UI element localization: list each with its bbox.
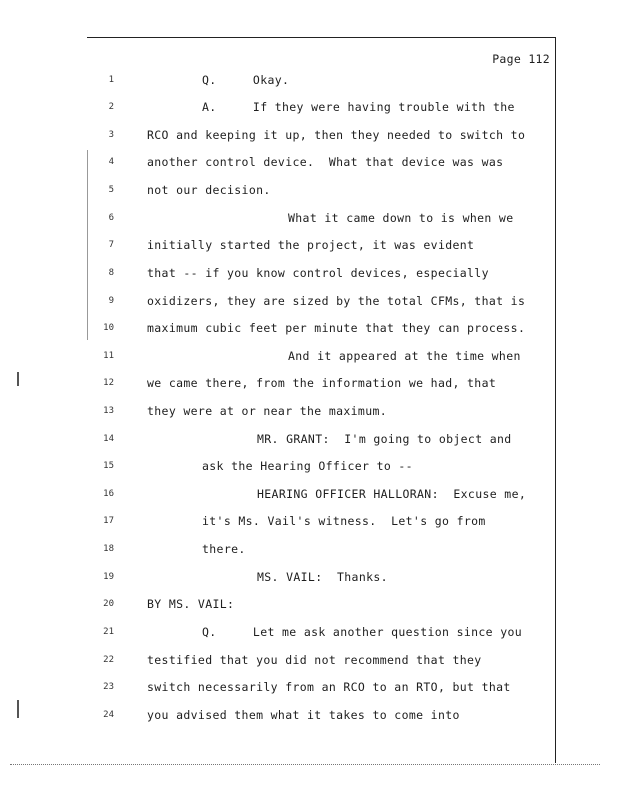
transcript-line — [0, 653, 600, 671]
line-text: And it appeared at the time when — [288, 349, 521, 363]
line-number: 16 — [103, 489, 114, 499]
line-number: 3 — [108, 130, 114, 140]
transcript-line — [0, 404, 600, 422]
line-number: 4 — [108, 157, 114, 167]
line-number: 10 — [103, 323, 114, 333]
line-number: 12 — [103, 378, 114, 388]
line-text: we came there, from the information we had, that — [147, 376, 497, 390]
transcript-line — [0, 432, 600, 450]
line-text: that -- if you know control devices, especially — [147, 266, 489, 280]
line-number: 1 — [108, 75, 114, 85]
transcript-line — [0, 211, 600, 229]
line-number: 21 — [103, 627, 114, 637]
line-text: maximum cubic feet per minute that they can process. — [147, 321, 526, 335]
line-text: A. If they were having trouble with the — [202, 100, 515, 114]
transcript-line — [0, 238, 600, 256]
margin-mark — [17, 700, 19, 718]
line-text: another control device. What that device was was — [147, 155, 504, 169]
transcript-line — [0, 155, 600, 173]
transcript-line — [0, 128, 600, 146]
line-text: HEARING OFFICER HALLORAN: Excuse me, — [257, 487, 527, 501]
line-text: MS. VAIL: Thanks. — [257, 570, 388, 584]
line-number: 15 — [103, 461, 114, 471]
transcript-line — [0, 570, 600, 588]
transcript-line — [0, 73, 600, 91]
line-number: 14 — [103, 434, 114, 444]
line-text: Q. Okay. — [202, 73, 290, 87]
line-number: 20 — [103, 599, 114, 609]
line-text: not our decision. — [147, 183, 271, 197]
transcript-line — [0, 266, 600, 284]
transcript-line — [0, 100, 600, 118]
transcript-line — [0, 625, 600, 643]
line-number: 5 — [108, 185, 114, 195]
transcript-line — [0, 708, 600, 726]
line-number: 22 — [103, 655, 114, 665]
line-number: 23 — [103, 682, 114, 692]
line-text: initially started the project, it was evident — [147, 238, 475, 252]
line-text: BY MS. VAIL: — [147, 597, 235, 611]
transcript-line — [0, 680, 600, 698]
line-text: they were at or near the maximum. — [147, 404, 388, 418]
transcript-line — [0, 321, 600, 339]
line-text: switch necessarily from an RCO to an RTO, but that — [147, 680, 511, 694]
line-text: What it came down to is when we — [288, 211, 514, 225]
margin-mark — [17, 372, 19, 386]
transcript-line — [0, 183, 600, 201]
transcript-line — [0, 487, 600, 505]
line-text: you advised them what it takes to come into — [147, 708, 460, 722]
line-number: 11 — [103, 351, 114, 361]
line-text: RCO and keeping it up, then they needed to switch to — [147, 128, 526, 142]
line-text: oxidizers, they are sized by the total CFMs, that is — [147, 294, 526, 308]
page-border-top — [87, 37, 556, 38]
line-number: 13 — [103, 406, 114, 416]
line-number: 9 — [108, 296, 114, 306]
line-text: there. — [202, 542, 246, 556]
line-text: Q. Let me ask another question since you — [202, 625, 523, 639]
line-number: 19 — [103, 572, 114, 582]
page-number: Page 112 — [492, 52, 550, 66]
line-number: 18 — [103, 544, 114, 554]
transcript-line — [0, 514, 600, 532]
line-text: testified that you did not recommend that they — [147, 653, 482, 667]
scan-artifact-line — [10, 764, 600, 767]
line-number: 8 — [108, 268, 114, 278]
transcript-line — [0, 349, 600, 367]
line-text: MR. GRANT: I'm going to object and — [257, 432, 512, 446]
line-text: it's Ms. Vail's witness. Let's go from — [202, 514, 486, 528]
line-number: 24 — [103, 710, 114, 720]
transcript-line — [0, 542, 600, 560]
transcript-line — [0, 597, 600, 615]
line-text: ask the Hearing Officer to -- — [202, 459, 413, 473]
line-number: 7 — [108, 240, 114, 250]
line-number: 2 — [108, 102, 114, 112]
line-number: 17 — [103, 516, 114, 526]
transcript-line — [0, 376, 600, 394]
transcript-line — [0, 294, 600, 312]
transcript-line — [0, 459, 600, 477]
line-number: 6 — [108, 213, 114, 223]
